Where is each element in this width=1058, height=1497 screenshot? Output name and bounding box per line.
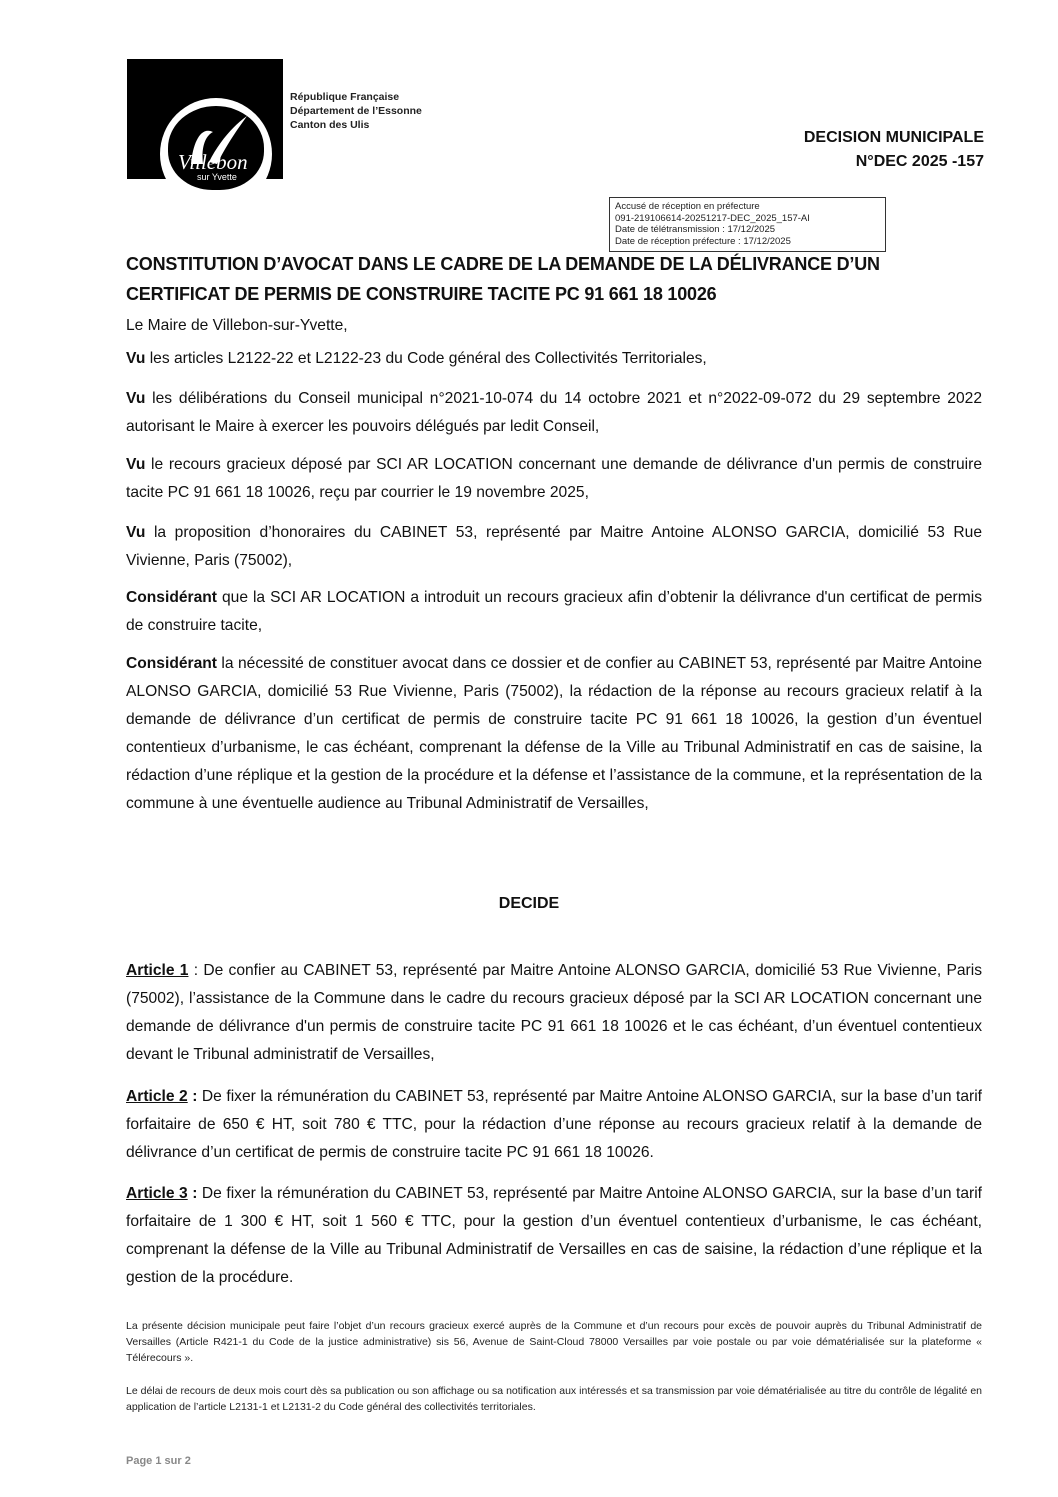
appeal-notice: La présente décision municipale peut faire l’objet d’un recours gracieux exercé auprès de la Commune et d’un recours pour excès de pouvoir auprès du Tribunal Administratif de Versailles (Article R421-1 du Code de la justice administrative) sis 56, Avenue de Saint-Cloud 78000 Versailles par voie postale ou par voie dématérialisée sur la plateforme « Télérecours ».: [126, 1320, 982, 1364]
republic-line: République Française: [290, 91, 400, 103]
decide-heading: DECIDE: [498, 895, 560, 912]
clause-considerant-2: Considérant la nécessité de constituer avocat dans ce dossier et de confier au CABINET 53, représenté par Maitre Antoine ALONSO GARCIA, domicilié 53 Rue Vivienne, Paris (75002), la rédaction de la réponse au recours gracieux relatif à la demande de délivrance d’un certificat de permis de construire tacite PC 91 661 18 10026, la gestion d’un éventuel contentieux d’urbanisme, le cas échéant, comprenant la défense de la Ville au Tribunal Administratif en cas de saisine, la rédaction d’une réplique et la gestion de la procédure et la défense et l’assistance de la commune, et la représentation de la commune à une éventuelle audience au Tribunal Administratif de Versailles,: [126, 655, 982, 812]
appeal-deadline-notice: Le délai de recours de deux mois court dès sa publication ou son affichage ou sa notification aux intéressés et sa transmission par voie dématérialisée au titre du contrôle de légalité en application de l’article L2131-1 et L2131-2 du Code général des collectivités territoriales.: [126, 1385, 982, 1413]
stamp-line: Accusé de réception en préfecture: [615, 201, 760, 212]
article-3: Article 3 : De fixer la rémunération du CABINET 53, représenté par Maitre Antoine ALONSO GARCIA, sur la base d’un tarif forfaitaire de 1 300 € HT, soit 1 560 € TTC, pour la gestion d’un éventuel contentieux d’urbanisme, le cas échéant, comprenant la défense de la Ville au Tribunal Administratif de Versailles en cas de saisine, la rédaction d’une réplique et la gestion de la procédure.: [126, 1185, 982, 1286]
clause-vu-3: Vu le recours gracieux déposé par SCI AR LOCATION concernant une demande de délivrance d'un permis de construire tacite PC 91 661 18 10026, reçu par courrier le 19 novembre 2025,: [126, 456, 982, 501]
department-line: Département de l’Essonne: [290, 105, 422, 117]
document-title: CONSTITUTION D’AVOCAT DANS LE CADRE DE LA DEMANDE DE LA DÉLIVRANCE D’UN CERTIFICAT DE PERMIS DE CONSTRUIRE TACITE PC 91 661 18 10026: [126, 254, 880, 304]
stamp-line: Date de réception préfecture : 17/12/2025: [615, 235, 791, 247]
clause-vu-1: Vu les articles L2122-22 et L2122-23 du Code général des Collectivités Territoriales,: [126, 350, 707, 367]
canton-line: Canton des Ulis: [290, 119, 370, 131]
mayor-opening: Le Maire de Villebon-sur-Yvette,: [126, 317, 348, 334]
stamp-line: 091-219106614-20251217-DEC_2025_157-AI: [615, 212, 810, 224]
article-1: Article 1 : De confier au CABINET 53, représenté par Maitre Antoine ALONSO GARCIA, domicilié 53 Rue Vivienne, Paris (75002), l’assistance de la Commune dans le cadre du recours gracieux déposé par la SCI AR LOCATION concernant une demande de délivrance d'un permis de construire tacite PC 91 661 18 10026 et le cas échéant, d’un éventuel contentieux devant le Tribunal administratif de Versailles,: [126, 962, 982, 1063]
logo-town-name: Villebon: [178, 150, 248, 174]
stamp-line: Date de télétransmission : 17/12/2025: [615, 224, 776, 235]
clause-vu-4: Vu la proposition d’honoraires du CABINET 53, représenté par Maitre Antoine ALONSO GARCIA, domicilié 53 Rue Vivienne, Paris (75002),: [126, 524, 982, 569]
decision-heading: [804, 126, 984, 174]
logo-subtitle: sur Yvette: [197, 172, 237, 182]
clause-considerant-1: Considérant que la SCI AR LOCATION a introduit un recours gracieux afin d’obtenir la délivrance d'un certificat de permis de construire tacite,: [126, 589, 982, 634]
article-2: Article 2 : De fixer la rémunération du CABINET 53, représenté par Maitre Antoine ALONSO GARCIA, sur la base d’un tarif forfaitaire de 650 € HT, soit 780 € TTC, pour la rédaction d’une réponse au recours gracieux relatif à la demande de délivrance d’un certificat de permis de construire tacite PC 91 661 18 10026.: [126, 1088, 982, 1161]
decision-number: N°DEC 2025 -157: [855, 153, 984, 170]
decision-label: DECISION MUNICIPALE: [803, 129, 984, 146]
page-number: Page 1 sur 2: [126, 1455, 191, 1467]
prefecture-receipt-stamp: [609, 197, 886, 252]
clause-vu-2: Vu les délibérations du Conseil municipal n°2021-10-074 du 14 octobre 2021 et n°2022-09-072 du 29 septembre 2022 autorisant le Maire à exercer les pouvoirs délégués par ledit Conseil,: [126, 390, 982, 435]
administrative-affiliation: [290, 90, 422, 132]
